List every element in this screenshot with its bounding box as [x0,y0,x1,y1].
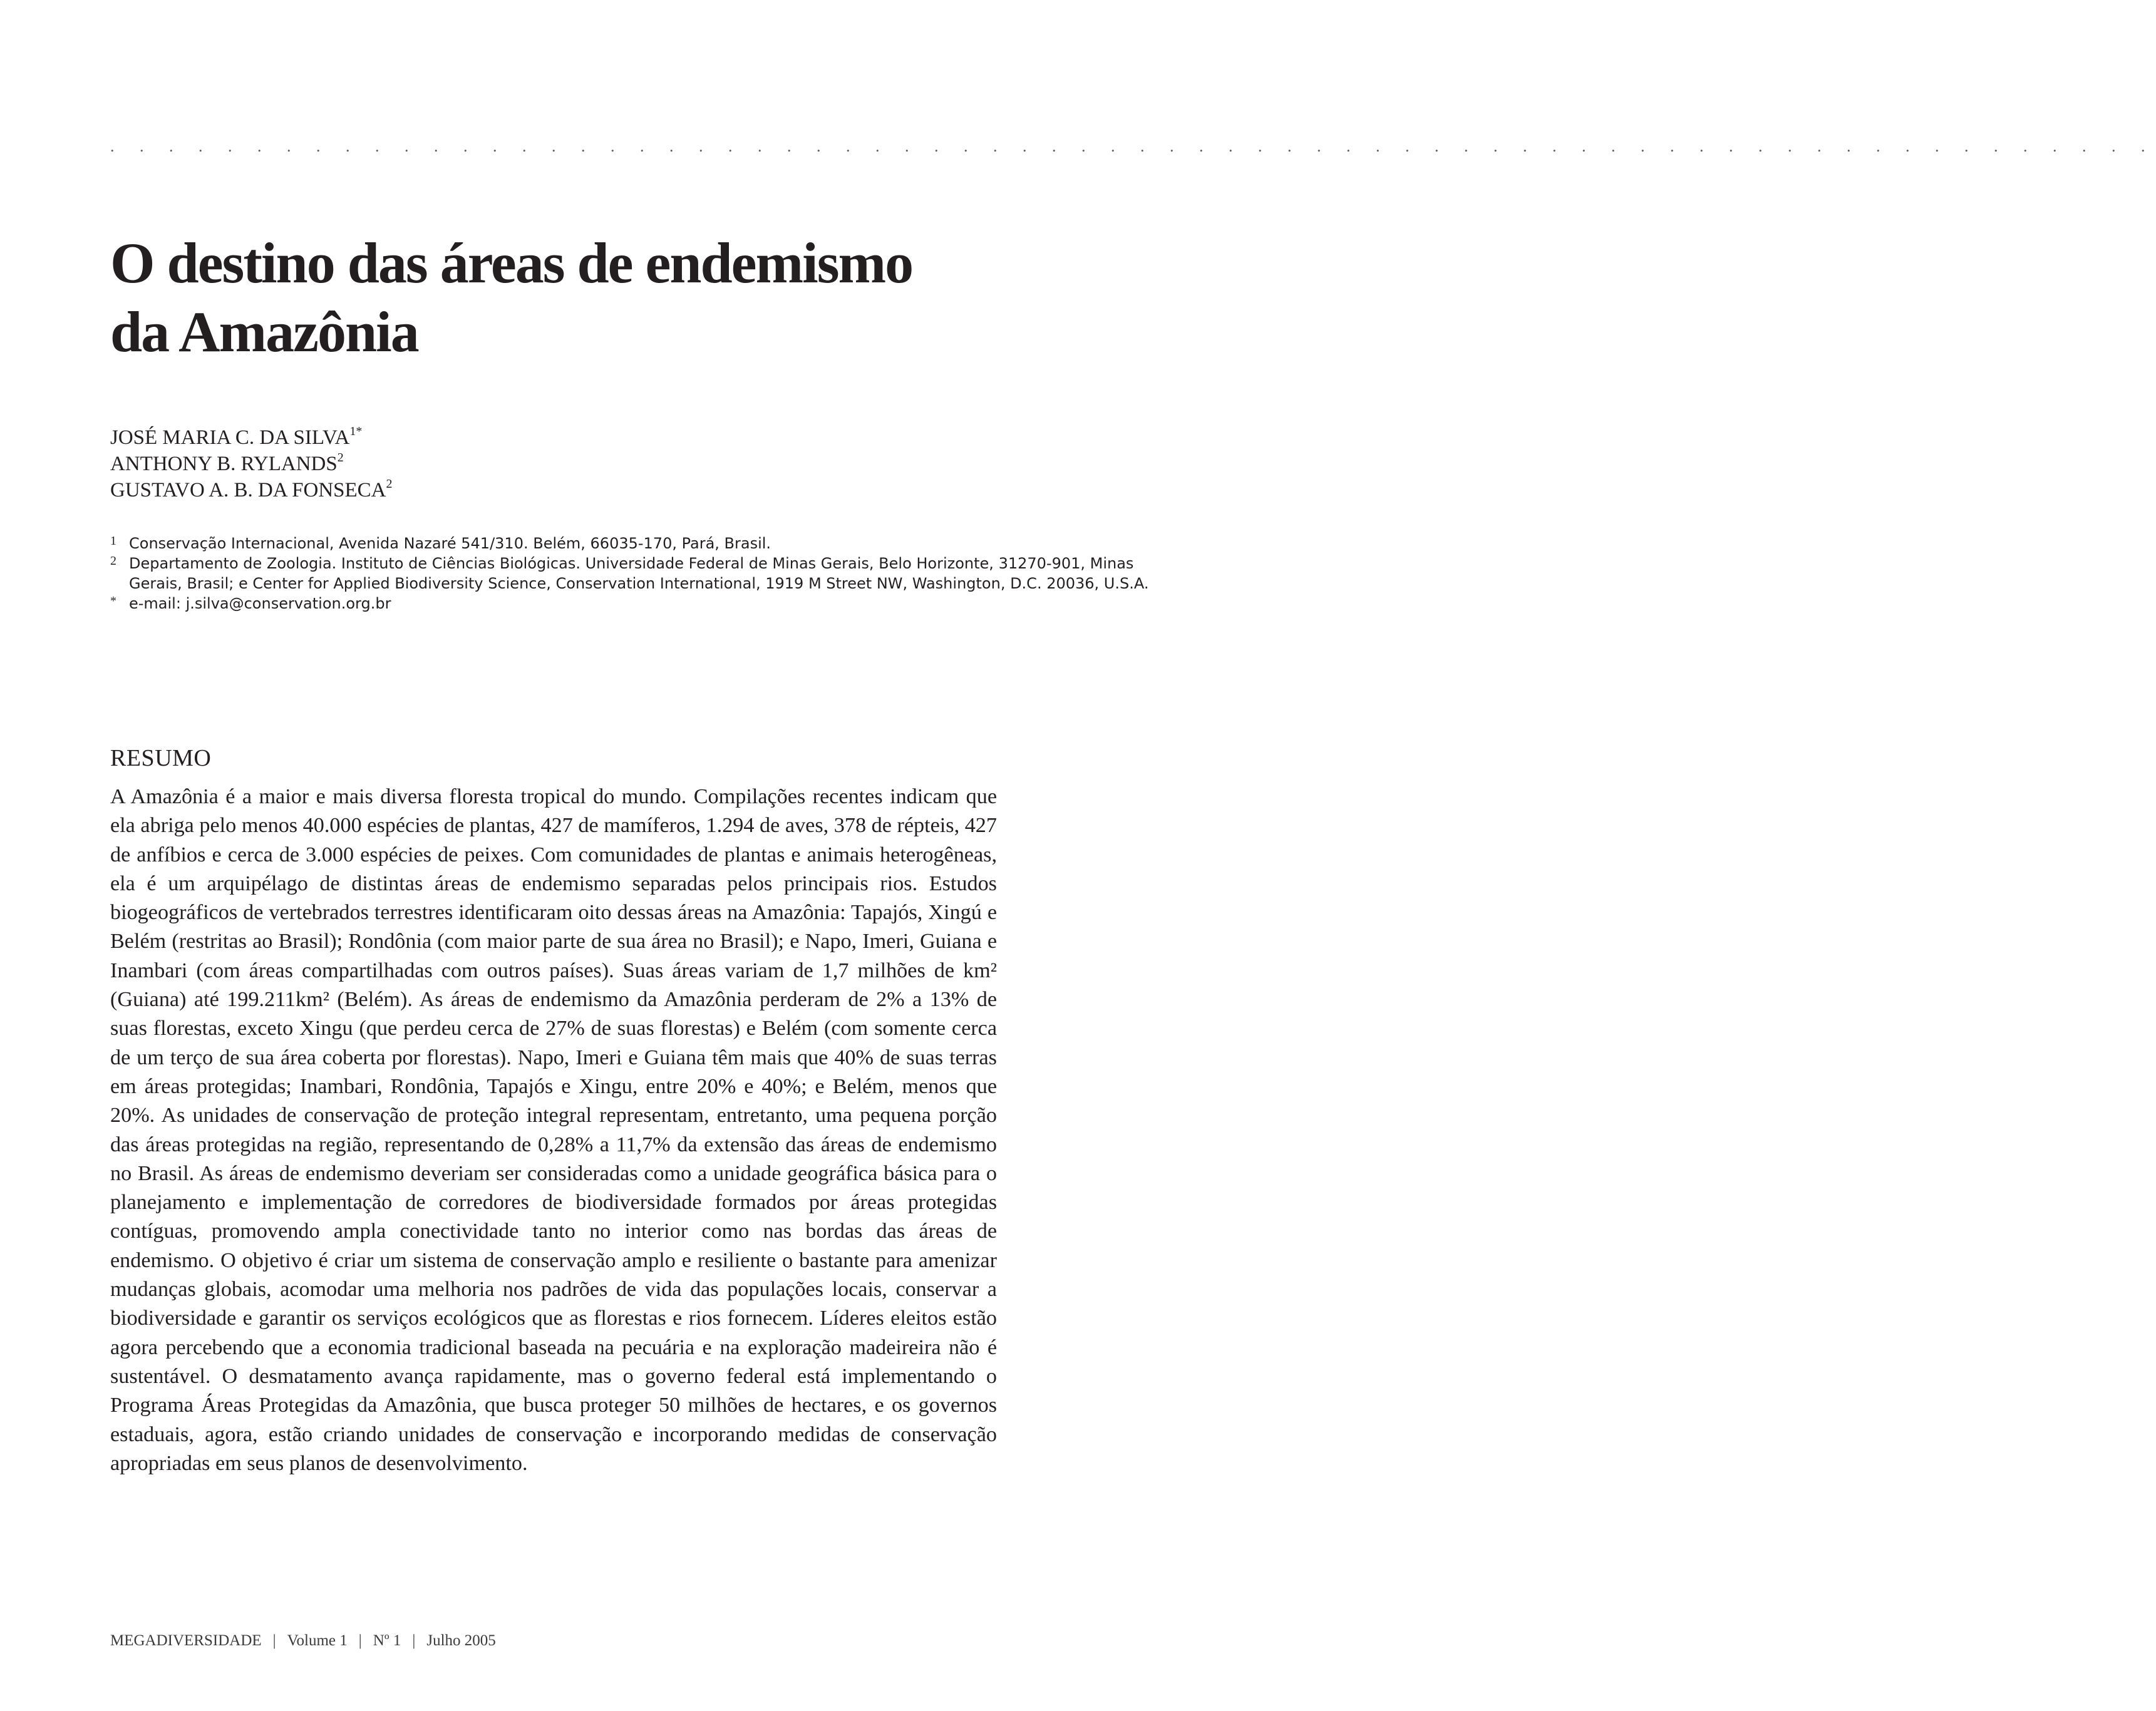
title-line-1: O destino das áreas de endemismo [110,231,913,295]
footer-issue-number: Nº 1 [373,1632,401,1649]
affiliation-mark: 2 [110,554,116,568]
author [110,451,393,477]
page-footer [110,1631,496,1651]
author [110,477,393,503]
contact-email: e-mail: j.silva@conservation.org.br [129,595,391,612]
footer-date: Julho 2005 [426,1632,496,1649]
title-line-2: da Amazônia [110,300,418,364]
affiliation-text: Conservação Internacional, Avenida Nazaré 541/310. Belém, 66035-170, Pará, Brasil. [129,535,771,552]
author-name: JOSÉ MARIA C. DA SILVA [110,426,350,449]
affiliation [110,553,1162,593]
footer-volume: Volume 1 [287,1632,348,1649]
abstract-body: A Amazônia é a maior e mais diversa floresta tropical do mundo. Compilações recentes indicam que ela abriga pelo menos 40.000 espécies de plantas, 427 de mamíferos, 1.294 de aves, 378 de répteis, 427 de anfíbios e cerca de 3.000 espécies de peixes. Com comunidades de plantas e animais heterogêneas, ela é um arquipélago de distintas áreas de endemismo separadas pelos principais rios. Estudos biogeográficos de vertebrados terrestres identificaram oito dessas áreas na Amazônia: Tapajós, Xingú e Belém (restritas ao Brasil); Rondônia (com maior parte de sua área no Brasil); e Napo, Imeri, Guiana e Inambari (com áreas compartilhadas com outros países). Suas áreas variam de 1,7 milhões de km² (Guiana) até 199.211km² (Belém). As áreas de endemismo da Amazônia perderam de 2% a 13% de suas florestas, exceto Xingu (que perdeu cerca de 27% de suas florestas) e Belém (com somente cerca de um terço de sua área coberta por florestas). Napo, Imeri e Guiana têm mais que 40% de suas terras em áreas protegidas; Inambari, Rondônia, Tapajós e Xingu, entre 20% e 40%; e Belém, menos que 20%. As unidades de conservação de proteção integral representam, entretanto, uma pequena porção das áreas protegidas na região, representando de 0,28% a 11,7% da extensão das áreas de endemismo no Brasil. As áreas de endemismo deveriam ser consideradas como a unidade geográfica básica para o planejamento e implementação de corredores de biodiversidade formados por áreas protegidas contíguas, promovendo ampla conectividade tanto no interior como nas bordas das áreas de endemismo. O objetivo é criar um sistema de conservação amplo e resiliente o bastante para amenizar mudanças globais, acomodar uma melhoria nos padrões de vida das populações locais, conservar a biodiversidade e garantir os serviços ecológicos que as florestas e rios fornecem. Líderes eleitos estão agora percebendo que a economia tradicional baseada na pecuária e na exploração madeireira não é sustentável. O desmatamento avança rapidamente, mas o governo federal está implementando o Programa Áreas Protegidas da Amazônia, que busca proteger 50 milhões de hectares, e os governos estaduais, agora, estão criando unidades de conservação e incorporando medidas de conservação apropriadas em seus planos de desenvolvimento. [110,785,997,1475]
affiliation-text: Departamento de Zoologia. Instituto de Ciências Biológicas. Universidade Federal de Minas Gerais, Belo Horizonte, 31270-901, Minas Gerais, Brasil; e Center for Applied Biodiversity Science, Conservation International, 1919 M Street NW, Washington, D.C. 20036, U.S.A. [129,555,1149,592]
affiliation-mark: 1 [110,534,116,548]
affiliation [110,533,1162,553]
article-title [110,229,1050,366]
footer-separator: | [412,1632,416,1649]
author-affiliation-mark: 1* [349,424,363,438]
affiliation [110,593,1162,614]
author-affiliation-mark: 2 [386,477,393,491]
abstract-heading: RESUMO [110,745,212,771]
author [110,424,393,451]
footer-separator: | [358,1632,362,1649]
author-name: ANTHONY B. RYLANDS [110,453,338,475]
footer-journal-name: MEGADIVERSIDADE [110,1632,262,1649]
author-name: GUSTAVO A. B. DA FONSECA [110,479,386,501]
header-dot-rule: . . . . . . . . . . . . . . . . . . . . . . . . . . . . . . . . . . . . . . . . . . . . . . . . . . . . . . . . . . . . . . . . . . . . . . [110,137,2156,155]
author-affiliation-mark: 2 [337,451,344,465]
affiliation-mark: * [110,594,116,608]
affiliation-list [110,533,1162,614]
footer-separator: | [272,1632,276,1649]
author-list [110,424,393,503]
